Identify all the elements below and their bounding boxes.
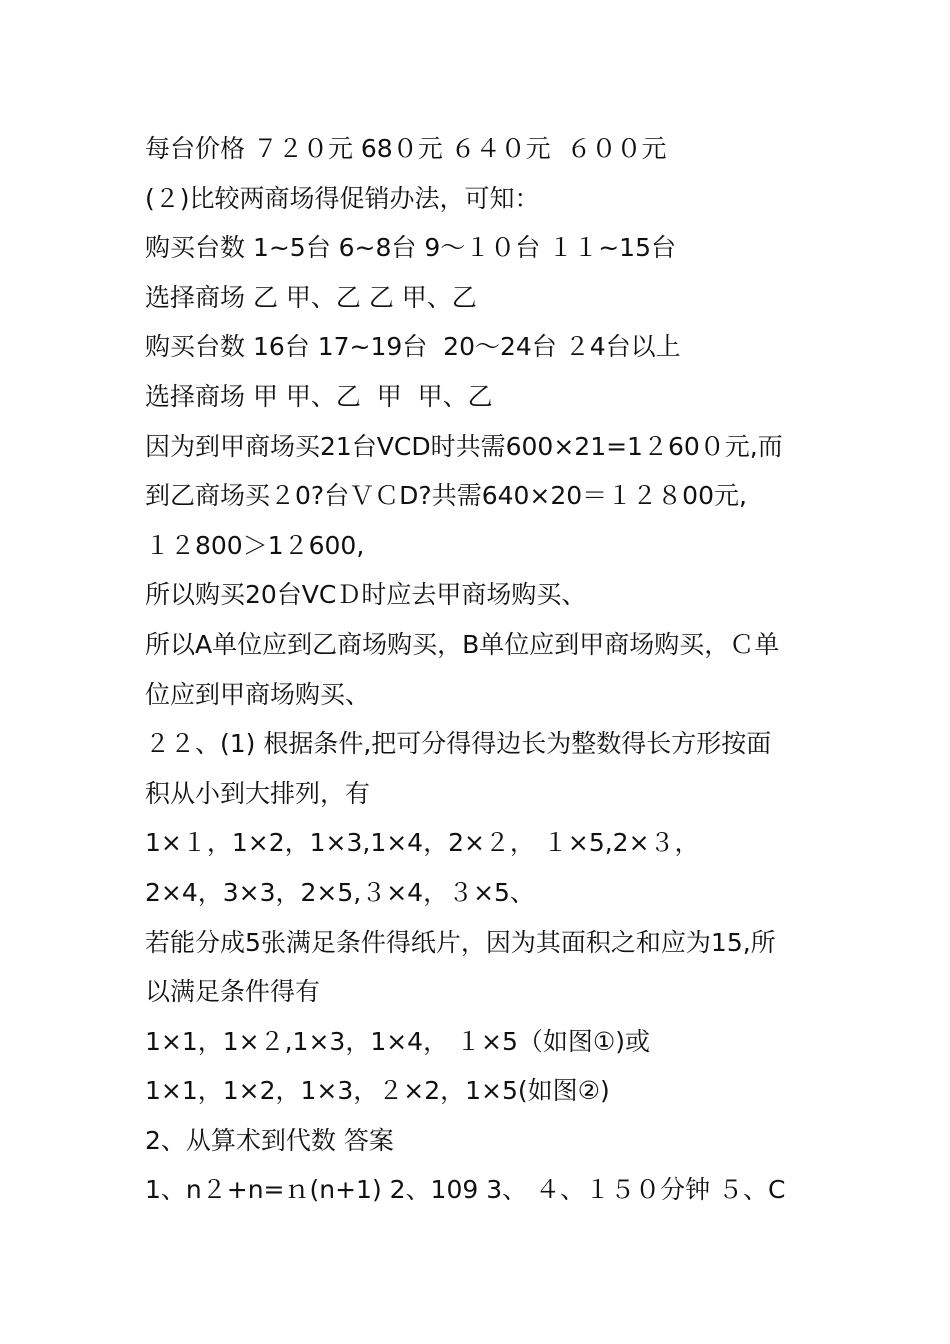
- text-line: 购买台数 1~5台 6~8台 9～１０台 １１~15台: [145, 233, 676, 263]
- text-line: 以满足条件得有: [145, 977, 321, 1007]
- text-line: 若能分成5张满足条件得纸片，因为其面积之和应为15,所: [145, 927, 776, 957]
- text-line: 到乙商场买２0?台ＶＣD?共需640×20＝１２８00元,: [145, 481, 747, 511]
- text-line: １２800＞1２600,: [145, 530, 365, 560]
- section-heading: 2、从算术到代数 答案: [145, 1125, 394, 1155]
- text-line: 所以购买20台VCＤ时应去甲商场购买、: [145, 580, 587, 610]
- text-line: 所以A单位应到乙商场购买，B单位应到甲商场购买，Ｃ单: [145, 629, 780, 659]
- text-line: 2×4，3×3，2×5,３×4，３×5、: [145, 877, 535, 907]
- text-line: 1×1，1×2，1×3，２×2，1×5(如图②): [145, 1076, 610, 1106]
- text-line: 积从小到大排列，有: [145, 778, 371, 808]
- text-line: 每台价格 ７２０元 68０元 ６４０元 ６００元: [145, 134, 667, 163]
- text-line: 位应到甲商场购买、: [145, 679, 371, 709]
- text-line: 选择商场 乙 甲、乙 乙 甲、乙: [145, 282, 477, 312]
- text-line: 1×1，1×２,1×3，1×4， １×5（如图①)或: [145, 1026, 651, 1056]
- document-body: [145, 124, 845, 1215]
- text-line: 因为到甲商场买21台VCD时共需600×21=1２60０元,而: [145, 431, 783, 461]
- text-line: 购买台数 16台 17~19台 20～24台 ２4台以上: [145, 332, 681, 362]
- text-line: 1、n２+n=ｎ(n+1) 2、109 3、 ４、１５０分钟 ５、C: [145, 1175, 786, 1205]
- text-line: (２)比较两商场得促销办法，可知：: [145, 183, 540, 213]
- text-line: ２２、(1) 根据条件,把可分得得边长为整数得长方形按面: [145, 729, 772, 759]
- text-line: 选择商场 甲 甲、乙 甲 甲、乙: [145, 381, 493, 411]
- text-line: 1×１，1×2，1×3,1×4，2×２， １×5,2×３，: [145, 828, 700, 858]
